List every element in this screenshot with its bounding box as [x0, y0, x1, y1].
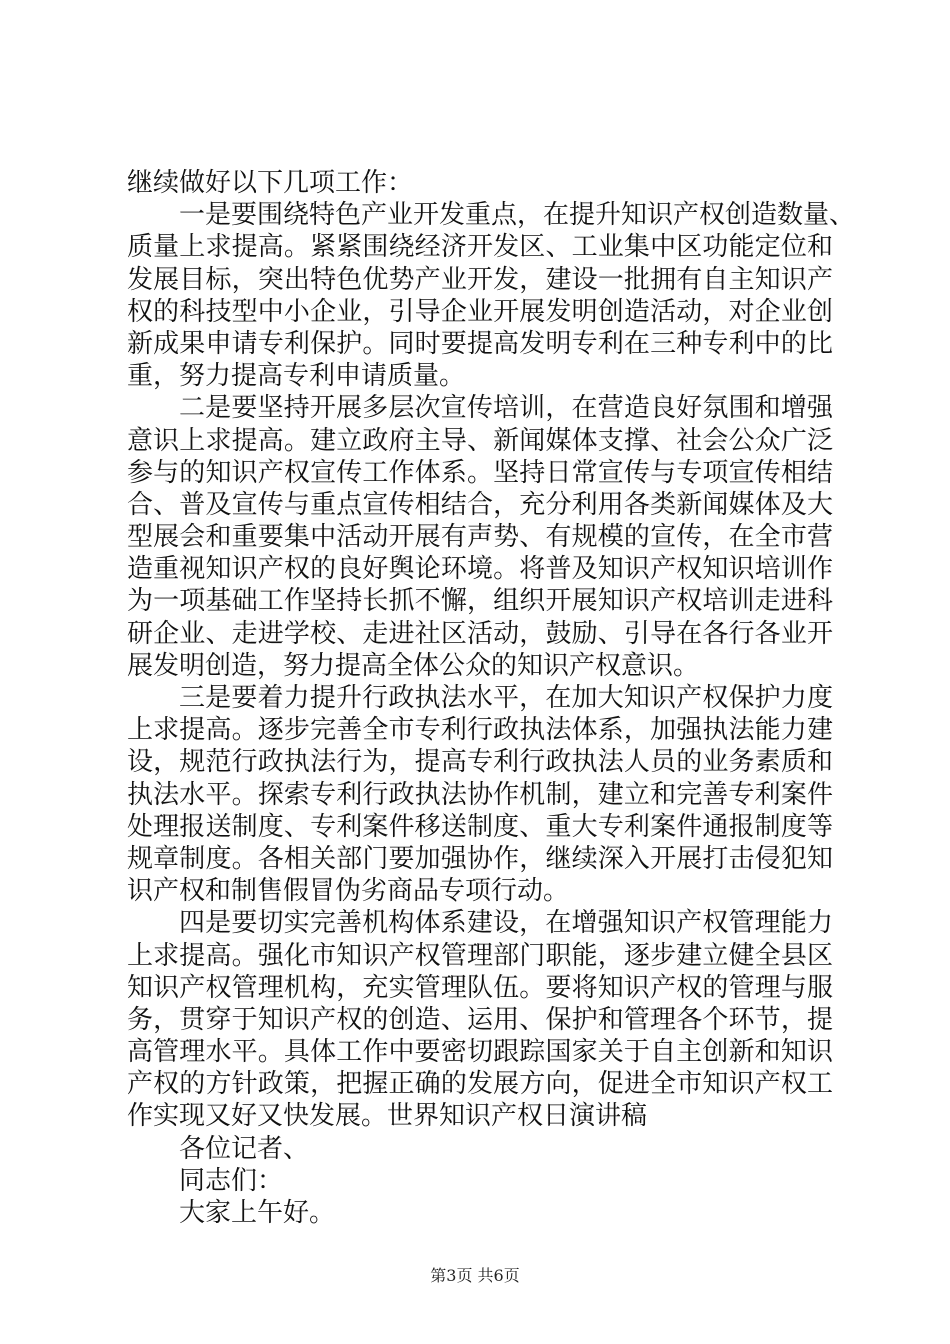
text-line: 高管理水平。具体工作中要密切跟踪国家关于自主创新和知识 [127, 1037, 833, 1068]
page-footer [0, 1266, 950, 1286]
text-line: 四是要切实完善机构体系建设，在增强知识产权管理能力 [179, 908, 833, 939]
text-line: 作实现又好又快发展。世界知识产权日演讲稿 [127, 1101, 648, 1132]
text-line: 意识上求提高。建立政府主导、新闻媒体支撑、社会公众广泛 [127, 425, 833, 456]
document-body [127, 167, 856, 1229]
text-line: 产权的方针政策，把握正确的发展方向，促进全市知识产权工 [127, 1069, 833, 1100]
text-line: 一是要围绕特色产业开发重点，在提升知识产权创造数量、 [179, 200, 856, 231]
text-line: 展发明创造，努力提高全体公众的知识产权意识。 [127, 650, 700, 681]
text-line: 上求提高。逐步完善全市专利行政执法体系，加强执法能力建 [127, 715, 833, 746]
text-line: 为一项基础工作坚持长抓不懈，组织开展知识产权培训走进科 [127, 586, 833, 617]
text-line: 发展目标，突出特色优势产业开发，建设一批拥有自主知识产 [127, 264, 833, 295]
text-line: 知识产权管理机构，充实管理队伍。要将知识产权的管理与服 [127, 972, 833, 1003]
text-line: 各位记者、 [179, 1133, 310, 1164]
text-line: 规章制度。各相关部门要加强协作，继续深入开展打击侵犯知 [127, 843, 833, 874]
text-line: 继续做好以下几项工作： [127, 168, 414, 198]
text-line: 务，贯穿于知识产权的创造、运用、保护和管理各个环节，提 [127, 1004, 833, 1035]
text-line: 型展会和重要集中活动开展有声势、有规模的宣传，在全市营 [127, 522, 833, 553]
text-line: 同志们： [179, 1165, 284, 1196]
page-number-label: 第3页 共6页 [430, 1266, 520, 1285]
text-line: 识产权和制售假冒伪劣商品专项行动。 [127, 876, 570, 907]
text-line: 二是要坚持开展多层次宣传培训，在营造良好氛围和增强 [179, 393, 833, 424]
text-line: 权的科技型中小企业，引导企业开展发明创造活动，对企业创 [127, 296, 833, 327]
text-line: 设，规范行政执法行为，提高专利行政执法人员的业务素质和 [127, 747, 833, 778]
text-line: 研企业、走进学校、走进社区活动，鼓励、引导在各行各业开 [127, 618, 833, 649]
text-line: 大家上午好。 [179, 1198, 336, 1228]
text-line: 处理报送制度、专利案件移送制度、重大专利案件通报制度等 [127, 811, 833, 842]
text-line: 重，努力提高专利申请质量。 [127, 361, 466, 392]
text-line: 造重视知识产权的良好舆论环境。将普及知识产权知识培训作 [127, 554, 833, 585]
text-line: 质量上求提高。紧紧围绕经济开发区、工业集中区功能定位和 [127, 232, 833, 263]
text-line: 新成果申请专利保护。同时要提高发明专利在三种专利中的比 [127, 328, 833, 359]
text-line: 执法水平。探索专利行政执法协作机制，建立和完善专利案件 [127, 779, 833, 810]
text-line: 合、普及宣传与重点宣传相结合，充分利用各类新闻媒体及大 [127, 489, 833, 520]
text-line: 三是要着力提升行政执法水平，在加大知识产权保护力度 [179, 683, 833, 713]
text-line: 上求提高。强化市知识产权管理部门职能，逐步建立健全县区 [127, 940, 833, 971]
text-line: 参与的知识产权宣传工作体系。坚持日常宣传与专项宣传相结 [127, 457, 833, 488]
